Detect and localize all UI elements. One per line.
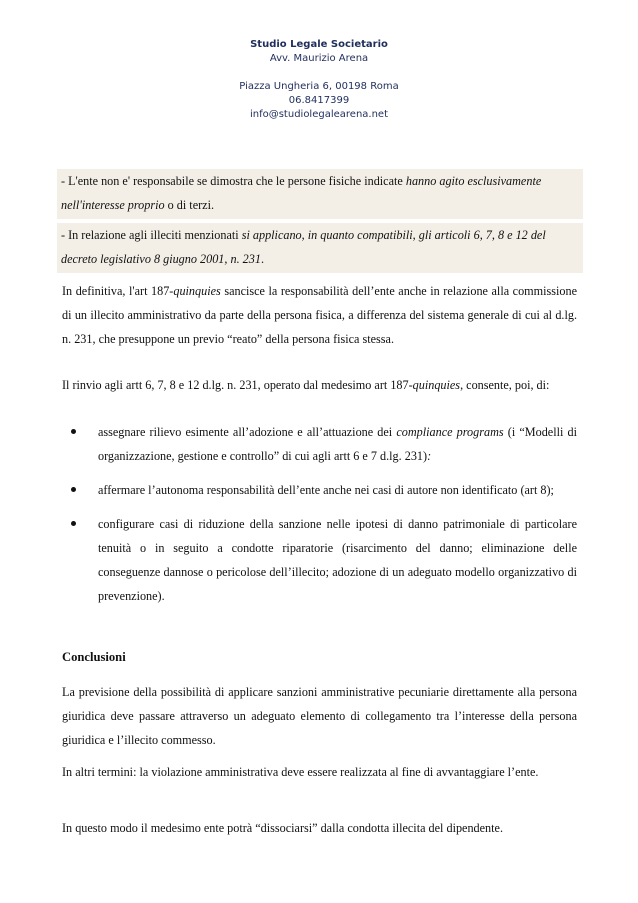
firm-address: Piazza Ungheria 6, 00198 Roma: [239, 81, 399, 92]
highlight-1-text-a: - L'ente non e' responsabile se dimostra che le persone fisiche indicate: [61, 174, 406, 188]
list-item: [62, 512, 577, 608]
paragraph-1: [62, 279, 577, 351]
highlight-paragraph-1: [57, 169, 583, 219]
paragraph-2-text-a: Il rinvio agli artt 6, 7, 8 e 12 d.lg. n. 231, operato dal medesimo art 187-: [62, 378, 413, 392]
paragraph-1-italic: quinquies: [173, 284, 221, 298]
paragraph-5: In questo modo il medesimo ente potrà “dissociarsi” dalla condotta illecita del dipendente.: [62, 821, 503, 835]
bullet-2-text: affermare l’autonoma responsabilità dell’ente anche nei casi di autore non identificato (art 8);: [98, 483, 554, 497]
paragraph-2: [62, 373, 577, 397]
highlight-2-text-a: - In relazione agli illeciti menzionati: [61, 228, 242, 242]
list-item: [62, 478, 577, 502]
bullet-1-text-a: assegnare rilievo esimente all’adozione e all’attuazione dei: [98, 425, 397, 439]
highlight-2-text-b: .: [260, 252, 264, 266]
highlight-1-text-b: o di terzi.: [164, 198, 215, 212]
letterhead: [0, 38, 638, 122]
bullet-1-text-b: (i “Modelli di organizzazione, gestione e controllo” di cui agli artt 6 e 7 d.lg. 231): [98, 425, 577, 463]
bullet-1-italic-a: compliance programs: [396, 425, 504, 439]
firm-phone: 06.8417399: [288, 95, 350, 106]
bullet-list: [62, 420, 577, 618]
bullet-icon: [71, 487, 76, 492]
highlight-2-italic: si applicano, in quanto compatibili, gli articoli 6, 7, 8 e 12 del decreto legislativo 8 giugno 2001, n. 231: [61, 228, 546, 266]
bullet-icon: [71, 429, 76, 434]
firm-email: info@studiolegalearena.net: [249, 109, 389, 120]
firm-name: Studio Legale Societario: [250, 39, 388, 50]
paragraph-4: In altri termini: la violazione amministrativa deve essere realizzata al fine di avvantaggiare l’ente.: [62, 765, 539, 779]
paragraph-2-text-b: , consente, poi, di:: [460, 378, 550, 392]
bullet-icon: [71, 521, 76, 526]
paragraph-3: La previsione della possibilità di applicare sanzioni amministrative pecuniarie direttamente alla persona giuridica deve passare attraverso un adeguato elemento di collegamento tra l’interesse della persona giuridica e l’illecito commesso.: [62, 685, 577, 747]
bullet-3-text: configurare casi di riduzione della sanzione nelle ipotesi di danno patrimoniale di particolare tenuità o in seguito a condotte riparatorie (risarcimento del danno; eliminazione delle conseguenze dannose o pericolose dell’illecito; adozione di un adeguato modello organizzativo di prevenzione).: [98, 517, 577, 603]
bullet-1-italic-b: :: [427, 449, 432, 463]
paragraph-2-italic: quinquies: [412, 378, 461, 392]
paragraph-1-text-a: In definitiva, l'art 187-: [62, 284, 174, 298]
lawyer-name: Avv. Maurizio Arena: [269, 53, 369, 64]
list-item: [62, 420, 577, 468]
section-title-conclusions: Conclusioni: [62, 650, 126, 664]
highlight-paragraph-2: [57, 223, 583, 273]
highlight-1-italic: hanno agito esclusivamente nell'interesse proprio: [61, 174, 542, 212]
paragraph-1-text-b: sancisce la responsabilità dell’ente anche in relazione alla commissione di un illecito amministrativo da parte della persona fisica, a differenza del sistema generale di cui al d.lg. n. 231, che presuppone un previo “reato” della persona fisica stessa.: [62, 284, 577, 346]
